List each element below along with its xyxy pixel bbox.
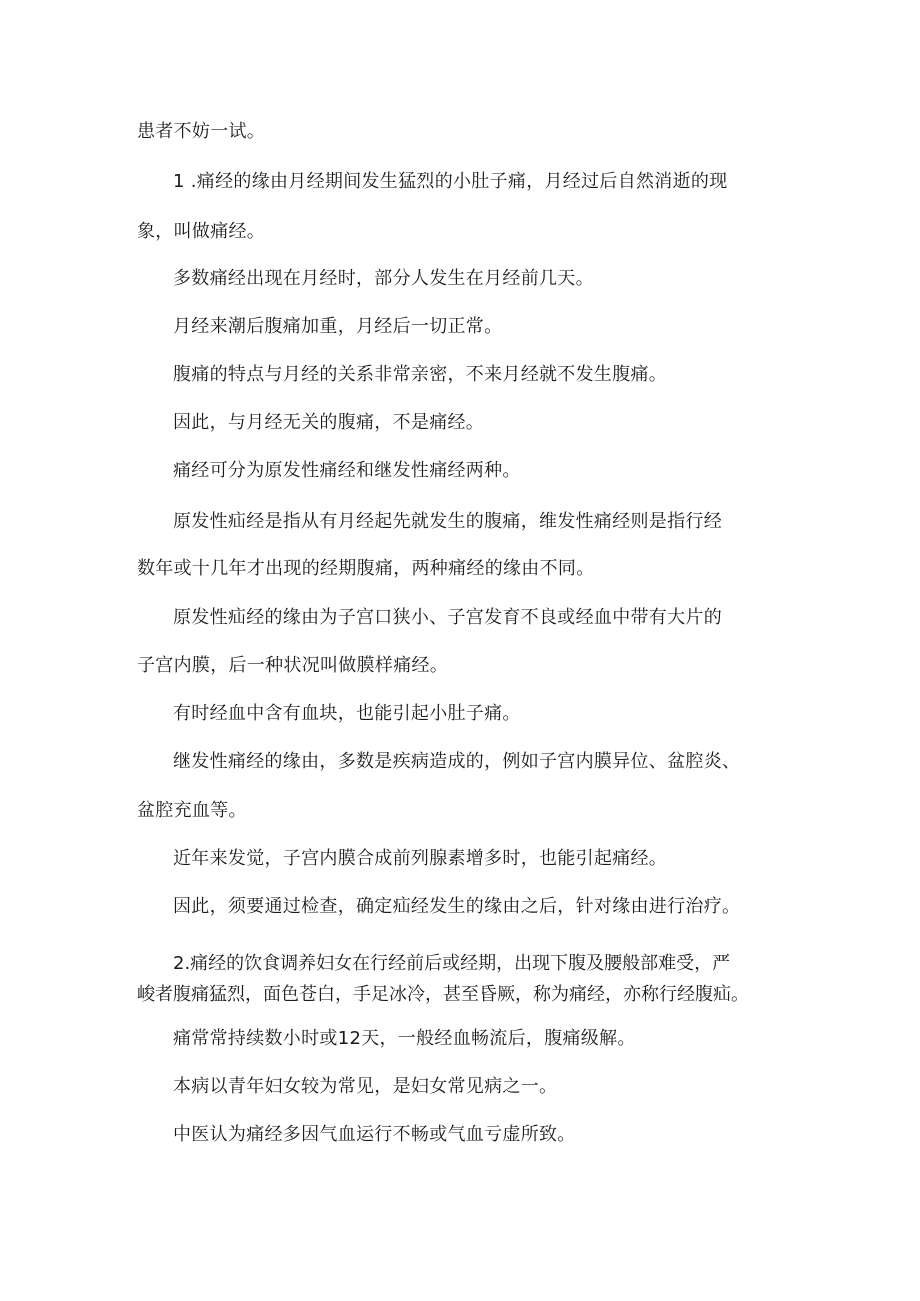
text-line: 原发性疝经是指从有月经起先就发生的腹痛，维发性痛经则是指行经	[173, 511, 722, 532]
text-line: 月经来潮后腹痛加重，月经后一切正常。	[173, 316, 503, 337]
text-line: 原发性疝经的缘由为子宫口狭小、子宫发育不良或经血中带有大片的	[173, 607, 722, 628]
text-line: 2.痛经的饮食调养妇女在行经前后或经期，出现下腹及腰般部难受，严	[173, 953, 731, 974]
text-line: 继发性痛经的缘由，多数是疾病造成的，例如子宫内膜异位、盆腔炎、	[173, 751, 741, 772]
text-line: 有时经血中含有血块，也能引起小肚子痛。	[173, 703, 521, 724]
text-line: 腹痛的特点与月经的关系非常亲密，不来月经就不发生腹痛。	[173, 364, 668, 385]
text-line: 峻者腹痛猛烈，面色苍白，手足冰冷，甚至昏厥，称为痛经，亦称行经腹疝。	[137, 984, 749, 1005]
text-line: 多数痛经出现在月经时，部分人发生在月经前几天。	[173, 268, 594, 289]
text-line: 1 .痛经的缘由月经期间发生猛烈的小肚子痛，月经过后自然消逝的现	[173, 171, 728, 192]
text-line: 本病以青年妇女较为常见，是妇女常见病之一。	[173, 1076, 558, 1097]
text-line: 患者不妨一试。	[137, 121, 266, 142]
text-line: 中医认为痛经多因气血运行不畅或气血亏虚所致。	[173, 1124, 576, 1145]
text-line: 近年来发觉，子宫内膜合成前列腺素增多时，也能引起痛经。	[173, 848, 668, 869]
text-line: 子宫内膜，后一种状况叫做膜样痛经。	[137, 655, 449, 676]
text-line: 象，叫做痛经。	[137, 221, 266, 242]
text-line: 因此，与月经无关的腹痛，不是痛经。	[173, 412, 485, 433]
text-line: 因此，须要通过检查，确定疝经发生的缘由之后，针对缘由进行治疗。	[173, 896, 741, 917]
text-line: 痛经可分为原发性痛经和继发性痛经两种。	[173, 460, 521, 481]
text-line: 数年或十几年才出现的经期腹痛，两种痛经的缘由不同。	[137, 558, 595, 579]
text-line: 盆腔充血等。	[137, 800, 247, 821]
text-line: 痛常常持续数小时或12天，一般经血畅流后，腹痛级解。	[173, 1028, 636, 1049]
